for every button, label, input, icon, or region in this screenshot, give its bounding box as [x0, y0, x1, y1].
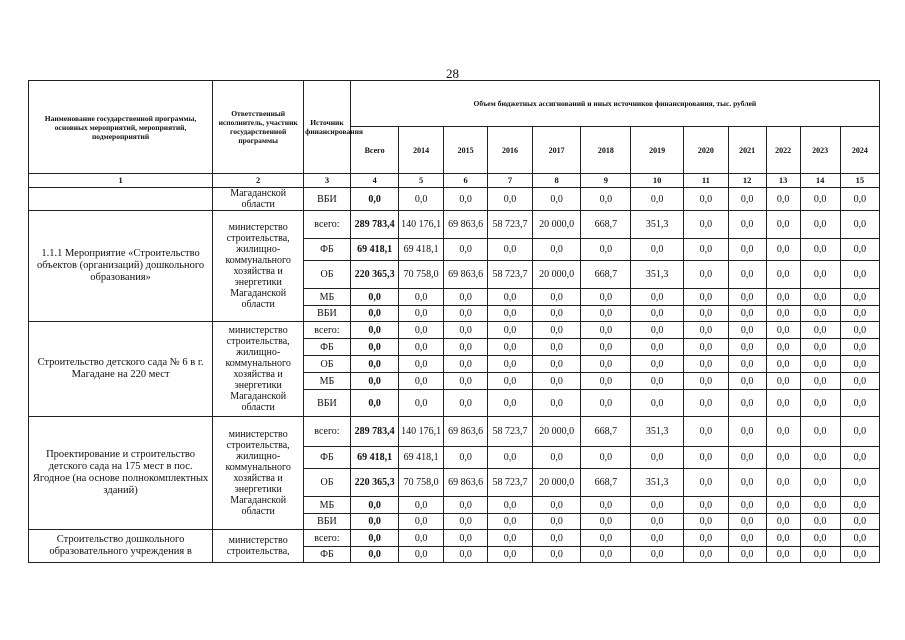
year-value-cell: 0,0	[488, 239, 532, 261]
year-value-cell: 0,0	[684, 356, 728, 373]
year-value-cell: 668,7	[581, 417, 631, 447]
year-value-cell: 0,0	[840, 514, 879, 530]
year-value-cell: 0,0	[684, 373, 728, 390]
year-value-cell: 0,0	[766, 261, 800, 289]
year-value-cell: 0,0	[443, 306, 487, 322]
total-cell: 289 783,4	[350, 211, 399, 239]
year-value-cell: 0,0	[728, 306, 766, 322]
year-value-cell: 0,0	[443, 547, 487, 563]
year-value-cell: 0,0	[631, 447, 684, 469]
year-value-cell: 0,0	[684, 497, 728, 514]
year-value-cell: 0,0	[800, 514, 840, 530]
year-value-cell: 0,0	[766, 390, 800, 417]
year-value-cell: 0,0	[581, 390, 631, 417]
column-index: 7	[488, 174, 532, 188]
year-value-cell: 0,0	[581, 530, 631, 547]
year-value-cell: 0,0	[488, 188, 532, 211]
year-value-cell: 0,0	[532, 447, 581, 469]
year-value-cell: 0,0	[631, 356, 684, 373]
table-row	[29, 188, 880, 211]
year-value-cell: 0,0	[399, 289, 443, 306]
year-value-cell: 0,0	[840, 322, 879, 339]
source-cell: МБ	[304, 373, 351, 390]
year-value-cell: 668,7	[581, 261, 631, 289]
source-cell: МБ	[304, 289, 351, 306]
year-value-cell: 351,3	[631, 469, 684, 497]
program-name-cell: Строительство детского сада № 6 в г. Магадане на 220 мест	[29, 322, 213, 417]
year-value-cell: 58 723,7	[488, 417, 532, 447]
year-value-cell: 0,0	[532, 497, 581, 514]
source-cell: ВБИ	[304, 188, 351, 211]
year-value-cell: 0,0	[488, 514, 532, 530]
year-value-cell: 0,0	[840, 373, 879, 390]
year-value-cell: 0,0	[728, 188, 766, 211]
source-cell: ОБ	[304, 356, 351, 373]
year-value-cell: 0,0	[728, 390, 766, 417]
year-value-cell: 0,0	[631, 514, 684, 530]
year-value-cell: 0,0	[800, 417, 840, 447]
year-value-cell: 0,0	[488, 447, 532, 469]
total-cell: 0,0	[350, 373, 399, 390]
year-value-cell: 668,7	[581, 469, 631, 497]
year-value-cell: 0,0	[532, 306, 581, 322]
year-value-cell: 0,0	[684, 306, 728, 322]
year-value-cell: 0,0	[800, 188, 840, 211]
year-value-cell: 0,0	[728, 339, 766, 356]
year-value-cell: 0,0	[443, 239, 487, 261]
total-cell: 0,0	[350, 497, 399, 514]
year-value-cell: 0,0	[631, 373, 684, 390]
year-value-cell: 58 723,7	[488, 261, 532, 289]
year-value-cell: 0,0	[766, 322, 800, 339]
year-value-cell: 0,0	[840, 289, 879, 306]
column-index: 13	[766, 174, 800, 188]
year-value-cell: 0,0	[532, 514, 581, 530]
year-value-cell: 0,0	[800, 356, 840, 373]
column-index: 8	[532, 174, 581, 188]
header-name: Наименование государственной программы, основных мероприятий, мероприятий, подмероприятий	[29, 81, 213, 174]
year-value-cell: 0,0	[443, 289, 487, 306]
page-number: 28	[446, 66, 459, 81]
year-value-cell: 0,0	[399, 322, 443, 339]
year-value-cell: 0,0	[488, 497, 532, 514]
year-value-cell: 0,0	[443, 356, 487, 373]
year-value-cell: 0,0	[728, 261, 766, 289]
total-cell: 0,0	[350, 547, 399, 563]
year-value-cell: 351,3	[631, 211, 684, 239]
year-value-cell: 58 723,7	[488, 469, 532, 497]
year-value-cell: 0,0	[443, 530, 487, 547]
column-index: 9	[581, 174, 631, 188]
year-value-cell: 0,0	[766, 239, 800, 261]
total-cell: 0,0	[350, 390, 399, 417]
year-value-cell: 0,0	[532, 188, 581, 211]
header-source: Источник финансирования	[304, 81, 351, 174]
year-value-cell: 0,0	[728, 239, 766, 261]
year-value-cell: 0,0	[631, 306, 684, 322]
year-value-cell: 0,0	[800, 497, 840, 514]
year-value-cell: 0,0	[840, 530, 879, 547]
header-total: Всего	[350, 127, 399, 174]
executor-cell: министерство строительства, жилищно-коммунального хозяйства и энергетики Магаданской области	[213, 322, 304, 417]
year-value-cell: 0,0	[800, 469, 840, 497]
executor-cell: Магаданской области	[213, 188, 304, 211]
total-cell: 0,0	[350, 322, 399, 339]
year-value-cell: 0,0	[684, 339, 728, 356]
year-value-cell: 0,0	[631, 239, 684, 261]
column-index: 6	[443, 174, 487, 188]
source-cell: всего:	[304, 530, 351, 547]
source-cell: ФБ	[304, 547, 351, 563]
year-value-cell: 0,0	[684, 390, 728, 417]
year-value-cell: 0,0	[631, 390, 684, 417]
year-value-cell: 69 863,6	[443, 469, 487, 497]
executor-cell: министерство строительства, жилищно-коммунального хозяйства и энергетики Магаданской области	[213, 417, 304, 530]
year-value-cell: 0,0	[399, 306, 443, 322]
header-year: 2021	[728, 127, 766, 174]
header-year: 2023	[800, 127, 840, 174]
year-value-cell: 69 418,1	[399, 239, 443, 261]
year-value-cell: 0,0	[840, 447, 879, 469]
total-cell: 0,0	[350, 356, 399, 373]
year-value-cell: 668,7	[581, 211, 631, 239]
year-value-cell: 0,0	[800, 239, 840, 261]
year-value-cell: 0,0	[766, 530, 800, 547]
year-value-cell: 0,0	[800, 373, 840, 390]
year-value-cell: 140 176,1	[399, 417, 443, 447]
source-cell: ФБ	[304, 239, 351, 261]
year-value-cell: 20 000,0	[532, 417, 581, 447]
year-value-cell: 0,0	[631, 547, 684, 563]
total-cell: 0,0	[350, 289, 399, 306]
year-value-cell: 0,0	[728, 497, 766, 514]
header-year: 2018	[581, 127, 631, 174]
year-value-cell: 351,3	[631, 261, 684, 289]
year-value-cell: 0,0	[488, 306, 532, 322]
header-executor: Ответственный исполнитель, участник государственной программы	[213, 81, 304, 174]
year-value-cell: 0,0	[581, 306, 631, 322]
year-value-cell: 0,0	[443, 390, 487, 417]
year-value-cell: 0,0	[631, 289, 684, 306]
header-year: 2022	[766, 127, 800, 174]
source-cell: ФБ	[304, 447, 351, 469]
year-value-cell: 0,0	[766, 211, 800, 239]
year-value-cell: 0,0	[581, 188, 631, 211]
header-volume: Объем бюджетных ассигнований и иных источников финансирования, тыс. рублей	[350, 81, 879, 127]
year-value-cell: 0,0	[581, 322, 631, 339]
year-value-cell: 0,0	[399, 547, 443, 563]
header-year: 2016	[488, 127, 532, 174]
year-value-cell: 0,0	[840, 339, 879, 356]
column-index: 1	[29, 174, 213, 188]
year-value-cell: 0,0	[840, 497, 879, 514]
year-value-cell: 0,0	[399, 497, 443, 514]
source-cell: ОБ	[304, 261, 351, 289]
year-value-cell: 0,0	[766, 514, 800, 530]
year-value-cell: 0,0	[532, 530, 581, 547]
year-value-cell: 0,0	[581, 373, 631, 390]
header-year: 2020	[684, 127, 728, 174]
total-cell: 0,0	[350, 339, 399, 356]
year-value-cell: 0,0	[532, 356, 581, 373]
year-value-cell: 0,0	[532, 239, 581, 261]
year-value-cell: 0,0	[684, 530, 728, 547]
source-cell: всего:	[304, 322, 351, 339]
year-value-cell: 0,0	[800, 530, 840, 547]
year-value-cell: 0,0	[766, 188, 800, 211]
year-value-cell: 58 723,7	[488, 211, 532, 239]
year-value-cell: 0,0	[728, 469, 766, 497]
executor-cell: министерство строительства,	[213, 530, 304, 563]
year-value-cell: 0,0	[684, 188, 728, 211]
year-value-cell: 0,0	[840, 211, 879, 239]
column-index: 12	[728, 174, 766, 188]
year-value-cell: 0,0	[581, 289, 631, 306]
year-value-cell: 0,0	[800, 306, 840, 322]
year-value-cell: 0,0	[766, 306, 800, 322]
year-value-cell: 0,0	[728, 547, 766, 563]
program-name-cell: Строительство дошкольного образовательного учреждения в	[29, 530, 213, 563]
year-value-cell: 0,0	[728, 514, 766, 530]
year-value-cell: 0,0	[399, 356, 443, 373]
year-value-cell: 0,0	[581, 447, 631, 469]
blank-name-cell	[29, 188, 213, 211]
year-value-cell: 0,0	[488, 339, 532, 356]
year-value-cell: 0,0	[443, 188, 487, 211]
column-index: 3	[304, 174, 351, 188]
source-cell: МБ	[304, 497, 351, 514]
year-value-cell: 0,0	[631, 530, 684, 547]
table-row	[29, 417, 880, 447]
year-value-cell: 0,0	[840, 306, 879, 322]
column-index: 4	[350, 174, 399, 188]
year-value-cell: 0,0	[800, 289, 840, 306]
year-value-cell: 0,0	[766, 356, 800, 373]
year-value-cell: 0,0	[443, 497, 487, 514]
year-value-cell: 0,0	[488, 547, 532, 563]
column-index: 10	[631, 174, 684, 188]
budget-table	[28, 80, 880, 563]
total-cell: 289 783,4	[350, 417, 399, 447]
year-value-cell: 0,0	[532, 547, 581, 563]
year-value-cell: 0,0	[488, 390, 532, 417]
year-value-cell: 0,0	[840, 261, 879, 289]
program-name-cell: 1.1.1 Мероприятие «Строительство объектов (организаций) дошкольного образования»	[29, 211, 213, 322]
year-value-cell: 0,0	[443, 339, 487, 356]
year-value-cell: 0,0	[631, 339, 684, 356]
year-value-cell: 0,0	[840, 356, 879, 373]
year-value-cell: 0,0	[488, 356, 532, 373]
year-value-cell: 0,0	[399, 373, 443, 390]
year-value-cell: 0,0	[800, 261, 840, 289]
header-year: 2015	[443, 127, 487, 174]
year-value-cell: 0,0	[840, 188, 879, 211]
year-value-cell: 0,0	[581, 497, 631, 514]
table-row	[29, 211, 880, 239]
year-value-cell: 20 000,0	[532, 469, 581, 497]
executor-cell: министерство строительства, жилищно-коммунального хозяйства и энергетики Магаданской области	[213, 211, 304, 322]
year-value-cell: 70 758,0	[399, 261, 443, 289]
year-value-cell: 0,0	[443, 322, 487, 339]
year-value-cell: 0,0	[684, 322, 728, 339]
year-value-cell: 351,3	[631, 417, 684, 447]
year-value-cell: 0,0	[766, 373, 800, 390]
year-value-cell: 20 000,0	[532, 211, 581, 239]
year-value-cell: 0,0	[532, 322, 581, 339]
year-value-cell: 0,0	[532, 289, 581, 306]
year-value-cell: 0,0	[532, 339, 581, 356]
year-value-cell: 0,0	[728, 211, 766, 239]
year-value-cell: 69 863,6	[443, 261, 487, 289]
year-value-cell: 0,0	[684, 261, 728, 289]
year-value-cell: 0,0	[840, 239, 879, 261]
year-value-cell: 0,0	[443, 447, 487, 469]
year-value-cell: 0,0	[581, 239, 631, 261]
year-value-cell: 69 863,6	[443, 417, 487, 447]
column-index: 15	[840, 174, 879, 188]
source-cell: ОБ	[304, 469, 351, 497]
year-value-cell: 0,0	[728, 417, 766, 447]
year-value-cell: 0,0	[800, 339, 840, 356]
year-value-cell: 0,0	[488, 373, 532, 390]
year-value-cell: 0,0	[581, 514, 631, 530]
year-value-cell: 0,0	[840, 417, 879, 447]
year-value-cell: 0,0	[631, 188, 684, 211]
total-cell: 0,0	[350, 188, 399, 211]
year-value-cell: 0,0	[581, 339, 631, 356]
header-year: 2017	[532, 127, 581, 174]
total-cell: 69 418,1	[350, 447, 399, 469]
year-value-cell: 0,0	[766, 547, 800, 563]
year-value-cell: 0,0	[684, 469, 728, 497]
year-value-cell: 0,0	[581, 356, 631, 373]
year-value-cell: 0,0	[488, 289, 532, 306]
year-value-cell: 20 000,0	[532, 261, 581, 289]
year-value-cell: 0,0	[728, 289, 766, 306]
year-value-cell: 0,0	[631, 497, 684, 514]
column-index: 2	[213, 174, 304, 188]
year-value-cell: 0,0	[488, 322, 532, 339]
year-value-cell: 0,0	[684, 289, 728, 306]
year-value-cell: 0,0	[684, 447, 728, 469]
year-value-cell: 0,0	[631, 322, 684, 339]
source-cell: ФБ	[304, 339, 351, 356]
year-value-cell: 0,0	[399, 530, 443, 547]
year-value-cell: 0,0	[532, 390, 581, 417]
year-value-cell: 0,0	[532, 373, 581, 390]
year-value-cell: 0,0	[488, 530, 532, 547]
year-value-cell: 0,0	[766, 339, 800, 356]
total-cell: 69 418,1	[350, 239, 399, 261]
year-value-cell: 0,0	[766, 417, 800, 447]
year-value-cell: 0,0	[728, 356, 766, 373]
year-value-cell: 0,0	[840, 469, 879, 497]
year-value-cell: 0,0	[766, 469, 800, 497]
year-value-cell: 0,0	[684, 239, 728, 261]
year-value-cell: 0,0	[684, 417, 728, 447]
year-value-cell: 0,0	[399, 188, 443, 211]
year-value-cell: 0,0	[728, 322, 766, 339]
source-cell: всего:	[304, 211, 351, 239]
year-value-cell: 0,0	[766, 497, 800, 514]
year-value-cell: 0,0	[399, 390, 443, 417]
column-index: 5	[399, 174, 443, 188]
year-value-cell: 0,0	[800, 211, 840, 239]
year-value-cell: 69 418,1	[399, 447, 443, 469]
header-year: 2019	[631, 127, 684, 174]
year-value-cell: 0,0	[728, 373, 766, 390]
year-value-cell: 0,0	[800, 447, 840, 469]
year-value-cell: 0,0	[800, 322, 840, 339]
table-row	[29, 322, 880, 339]
column-index: 11	[684, 174, 728, 188]
table-row	[29, 530, 880, 547]
header-year: 2014	[399, 127, 443, 174]
year-value-cell: 0,0	[684, 547, 728, 563]
header-year: 2024	[840, 127, 879, 174]
total-cell: 0,0	[350, 530, 399, 547]
total-cell: 220 365,3	[350, 261, 399, 289]
year-value-cell: 0,0	[684, 514, 728, 530]
year-value-cell: 0,0	[840, 547, 879, 563]
year-value-cell: 0,0	[800, 390, 840, 417]
total-cell: 0,0	[350, 514, 399, 530]
year-value-cell: 0,0	[443, 514, 487, 530]
year-value-cell: 0,0	[728, 447, 766, 469]
year-value-cell: 0,0	[399, 339, 443, 356]
year-value-cell: 70 758,0	[399, 469, 443, 497]
year-value-cell: 0,0	[399, 514, 443, 530]
year-value-cell: 0,0	[581, 547, 631, 563]
year-value-cell: 0,0	[766, 289, 800, 306]
year-value-cell: 140 176,1	[399, 211, 443, 239]
total-cell: 0,0	[350, 306, 399, 322]
year-value-cell: 0,0	[684, 211, 728, 239]
year-value-cell: 0,0	[728, 530, 766, 547]
source-cell: ВБИ	[304, 390, 351, 417]
year-value-cell: 0,0	[800, 547, 840, 563]
source-cell: ВБИ	[304, 514, 351, 530]
year-value-cell: 69 863,6	[443, 211, 487, 239]
program-name-cell: Проектирование и строительство детского сада на 175 мест в пос. Ягодное (на основе полнокомплектных зданий)	[29, 417, 213, 530]
source-cell: всего:	[304, 417, 351, 447]
year-value-cell: 0,0	[443, 373, 487, 390]
column-index: 14	[800, 174, 840, 188]
total-cell: 220 365,3	[350, 469, 399, 497]
year-value-cell: 0,0	[840, 390, 879, 417]
year-value-cell: 0,0	[766, 447, 800, 469]
source-cell: ВБИ	[304, 306, 351, 322]
